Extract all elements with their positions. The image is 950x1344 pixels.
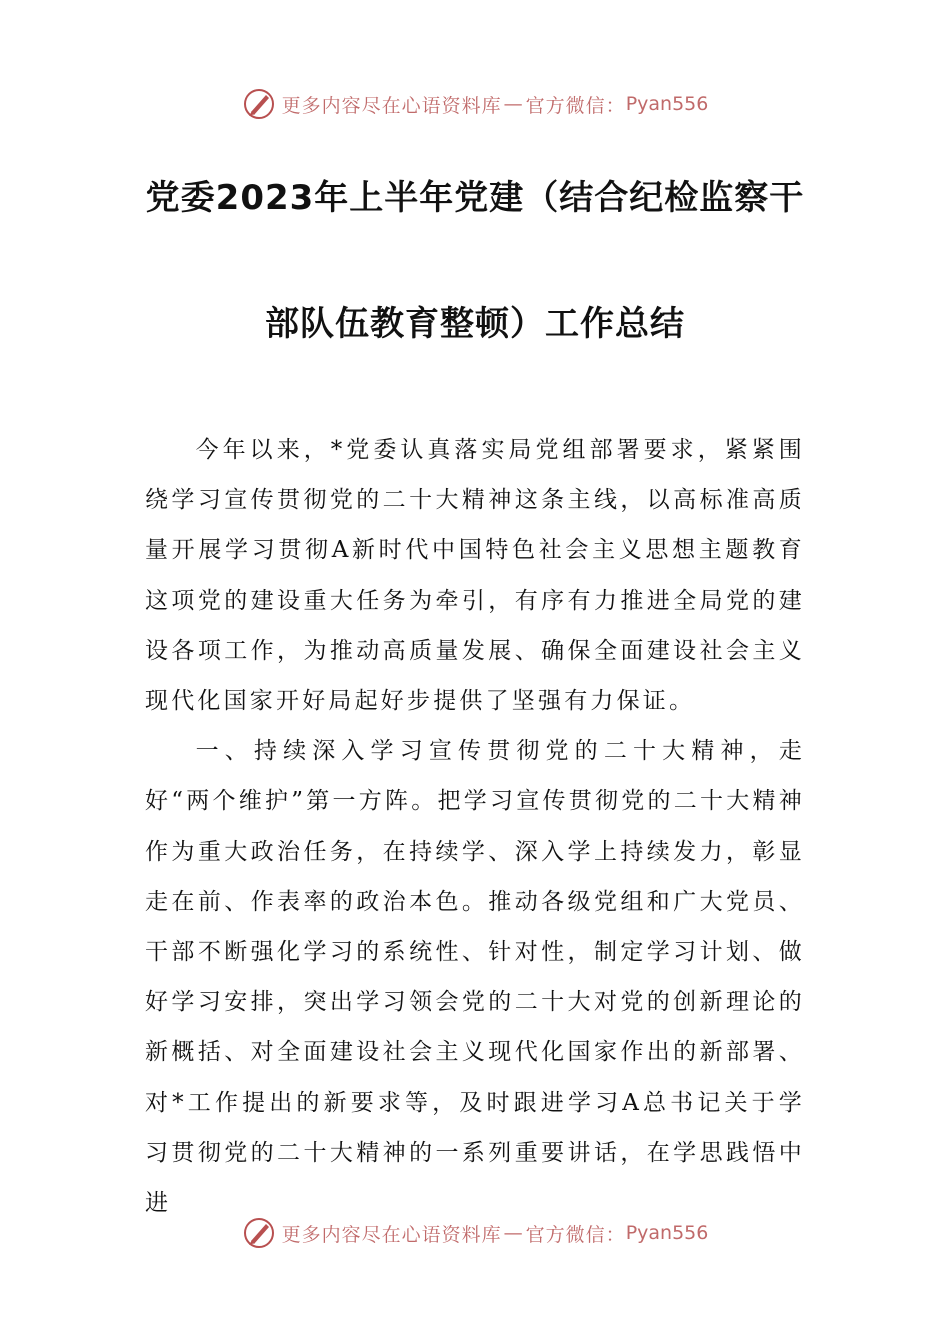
document-title-line2: 部队伍教育整顿）工作总结 xyxy=(265,304,685,344)
paragraph-section-1: 一、持续深入学习宣传贯彻党的二十大精神，走好“两个维护”第一方阵。把学习宣传贯彻党的二十大精神作为重大政治任务，在持续学、深入学上持续发力，彰显走在前、作表率的政治本色。推动各级党组和广大党员、干部不断强化学习的系统性、针对性，制定学习计划、做好学习安排，突出学习领会党的二十大对党的创新理论的新概括、对全面建设社会主义现代化国家作出的新部署、对*工作提出的新要求等，及时跟进学习A总书记关于学习贯彻党的二十大精神的一系列重要讲话，在学思践悟中进 xyxy=(145,738,805,1217)
watermark-text: 更多内容尽在心语资料库 xyxy=(281,1223,502,1246)
watermark-footer xyxy=(0,1213,950,1253)
pen-logo-icon xyxy=(242,87,276,121)
watermark-official-label: 官方微信： xyxy=(525,1223,626,1246)
paragraph-intro: 今年以来，*党委认真落实局党组部署要求，紧紧围绕学习宣传贯彻党的二十大精神这条主线，以高标准高质量开展学习贯彻A新时代中国特色社会主义思想主题教育这项党的建设重大任务为牵引，有序有力推进全局党的建设各项工作，为推动高质量发展、确保全面建设社会主义现代化国家开好局起好步提供了坚强有力保证。 xyxy=(145,437,805,715)
watermark-official-label: 官方微信： xyxy=(525,94,626,117)
pen-logo-icon xyxy=(242,1216,276,1250)
watermark-text: 更多内容尽在心语资料库 xyxy=(281,94,502,117)
document-body xyxy=(145,425,805,1228)
document-title-line1: 党委2023年上半年党建（结合纪检监察干 xyxy=(145,178,805,218)
watermark-header xyxy=(0,84,950,124)
watermark-wechat-id: Pyan556 xyxy=(625,93,709,115)
watermark-wechat-id: Pyan556 xyxy=(625,1222,709,1244)
watermark-separator: — xyxy=(503,93,524,115)
watermark-separator: — xyxy=(503,1222,524,1244)
